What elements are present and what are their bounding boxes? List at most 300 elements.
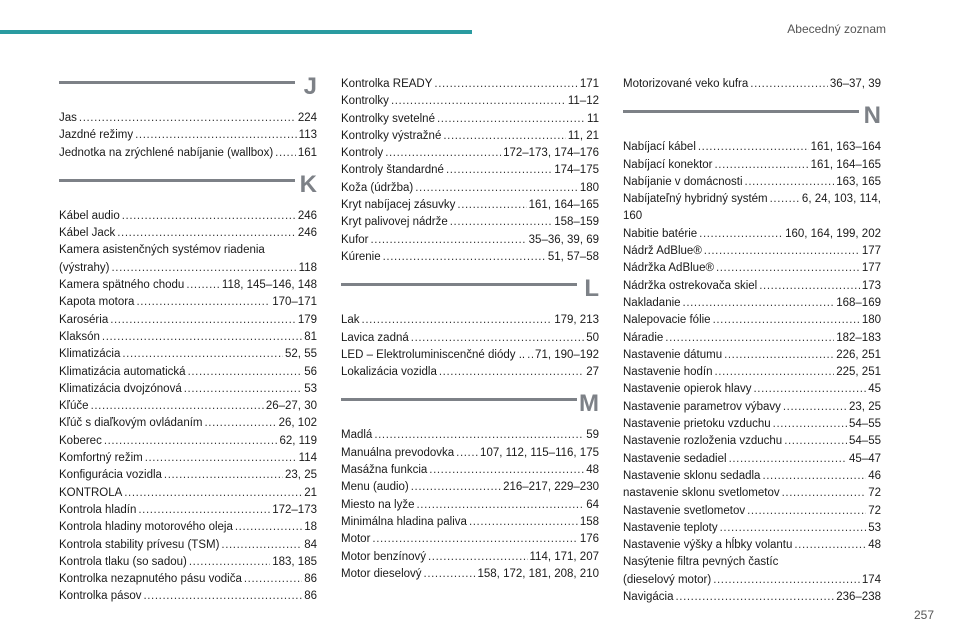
index-entry-pages: 113: [298, 129, 317, 142]
section-header: [341, 390, 599, 423]
leader-dots: [189, 554, 270, 571]
leader-dots: [720, 520, 867, 537]
index-entry: [59, 519, 317, 536]
index-entry-pages: 182–183: [836, 331, 881, 344]
index-entry-name: Klaksón: [59, 330, 100, 343]
leader-dots: [745, 174, 835, 191]
leader-dots: [184, 381, 302, 398]
index-entry-name: Nastavenie sklonu sedadla: [623, 469, 761, 482]
index-entry-pages: 246: [297, 227, 317, 240]
index-entry-pages: 51, 57–58: [547, 250, 599, 263]
index-entry-pages: 84: [304, 538, 317, 551]
leader-dots: [244, 571, 302, 588]
section-header: [59, 73, 317, 106]
index-entry-pages: 45: [868, 383, 881, 396]
index-entry: [341, 93, 599, 110]
leader-dots: [275, 145, 296, 162]
index-entry: [623, 295, 881, 312]
index-entry-name: Nasýtenie filtra pevných častíc: [623, 556, 779, 569]
index-entry-name: Minimálna hladina paliva: [341, 515, 467, 528]
index-entry: [341, 128, 599, 145]
section-header: [341, 275, 599, 308]
leader-dots: [457, 197, 526, 214]
index-entry: [623, 416, 881, 433]
leader-dots: [117, 225, 296, 242]
index-entry: [623, 537, 881, 554]
index-entry-name: nastavenie sklonu svetlometov: [623, 487, 780, 500]
index-entry-name: Madlá: [341, 429, 373, 442]
leader-dots: [91, 398, 264, 415]
index-entry: [623, 226, 881, 243]
index-entry-name: Menu (audio): [341, 481, 409, 494]
index-entry-name: Kufor: [341, 233, 369, 246]
index-entry-pages: 59: [586, 429, 599, 442]
index-entry-name: Kľúč s diaľkovým ovládaním: [59, 417, 203, 430]
leader-dots: [456, 445, 478, 462]
leader-dots: [784, 433, 847, 450]
index-entry-name: Jazdné režimy: [59, 129, 134, 142]
index-entry-pages: 174–175: [554, 164, 599, 177]
index-entry-pages: 26–27, 30: [265, 400, 317, 413]
index-entry-pages: 225, 251: [836, 366, 881, 379]
leader-dots: [715, 157, 809, 174]
index-entry-name: Kryt palivovej nádrže: [341, 216, 448, 229]
index-entry-name: Nádržka ostrekovača skiel: [623, 279, 758, 292]
leader-dots: [374, 427, 584, 444]
index-entry-name: Kontrola tlaku (so sadou): [59, 555, 187, 568]
index-entry-name: Nádržka AdBlue®: [623, 262, 714, 275]
index-entry: [59, 208, 317, 225]
index-entry: [623, 503, 881, 520]
index-entry-pages: 71, 190–192: [535, 348, 599, 361]
index-entry: [623, 485, 881, 502]
leader-dots: [443, 128, 566, 145]
index-entry: [59, 450, 317, 467]
index-entry-name: Kryt nabíjacej zásuvky: [341, 199, 456, 212]
section-header: [623, 102, 881, 135]
index-entry: [341, 364, 599, 381]
leader-dots: [235, 519, 302, 536]
index-entry-pages: 172–173: [272, 503, 317, 516]
index-entry-name: Konfigurácia vozidla: [59, 469, 162, 482]
index-entry-name: Kontrola hladiny motorového oleja: [59, 521, 233, 534]
index-entry-name: Koberec: [59, 434, 102, 447]
leader-dots: [391, 93, 566, 110]
index-entry: [59, 364, 317, 381]
index-entry: [623, 312, 881, 329]
leader-dots: [715, 364, 835, 381]
index-entry: [59, 260, 317, 277]
index-entry-pages: 53: [868, 521, 881, 534]
leader-dots: [783, 399, 847, 416]
index-entry-pages: 224: [297, 112, 317, 124]
index-entry: [341, 76, 599, 93]
index-entry-pages: 180: [861, 314, 881, 327]
index-entry-name: Kontrolka READY: [341, 78, 433, 90]
index-entry: [59, 415, 317, 432]
leader-dots: [205, 415, 277, 432]
leader-dots: [164, 467, 283, 484]
leader-dots: [794, 537, 866, 554]
index-entry-pages: 81: [304, 330, 317, 343]
index-entry-name: Kontrolky: [341, 95, 389, 108]
index-entry: [59, 277, 317, 294]
index-entry: [59, 554, 317, 571]
index-entry-pages: 72: [868, 504, 881, 517]
index-entry: [59, 312, 317, 329]
index-entry: [59, 537, 317, 554]
index-entry: [341, 462, 599, 479]
index-entry: [623, 243, 881, 260]
index-entry: [59, 346, 317, 363]
page-header-title: Abecedný zoznam: [787, 22, 886, 36]
leader-dots: [446, 162, 552, 179]
leader-dots: [713, 572, 860, 589]
index-entry: [341, 347, 599, 364]
index-entry: [341, 531, 599, 548]
index-entry: [623, 76, 881, 93]
index-entry: [59, 467, 317, 484]
index-entry-pages: 48: [586, 464, 599, 477]
index-entry-name: Nabíjateľný hybridný systém: [623, 193, 768, 206]
index-entry-name: Kontrolka pásov: [59, 590, 142, 603]
leader-dots: [135, 127, 297, 144]
index-entry: [623, 157, 881, 174]
leader-dots: [124, 485, 302, 502]
leader-dots: [415, 180, 578, 197]
index-entry-name: LED – Elektroluminiscenčné diódy ..: [341, 348, 526, 361]
section-letter: N: [863, 102, 881, 130]
index-entry: [623, 451, 881, 468]
index-entry: [59, 571, 317, 588]
index-entry-name: Motor dieselový: [341, 567, 422, 580]
index-entry-pages: 170–171: [272, 296, 317, 309]
index-entry-pages: 54–55: [849, 435, 881, 448]
leader-dots: [724, 347, 834, 364]
index-entry: [59, 127, 317, 144]
leader-dots: [143, 588, 302, 605]
index-entry-continuation: (dieselový motor): [623, 573, 712, 586]
index-entry-name: Nabitie batérie: [623, 227, 698, 240]
index-entry-name: Lokalizácia vozidla: [341, 366, 437, 379]
index-entry: [623, 347, 881, 364]
leader-dots: [439, 364, 584, 381]
index-entry-name: Motor benzínový: [341, 550, 427, 563]
section-rule: [341, 283, 577, 286]
index-entry-name: Nastavenie rozloženia vzduchu: [623, 435, 783, 448]
leader-dots: [429, 462, 584, 479]
index-entry: [341, 111, 599, 128]
index-entry: [341, 549, 599, 566]
index-entry: [59, 294, 317, 311]
index-entry: [623, 278, 881, 295]
leader-dots: [411, 330, 584, 347]
index-entry-name: Karoséria: [59, 313, 109, 326]
index-entry-name: Nastavenie svetlometov: [623, 504, 746, 517]
index-entry-name: Klimatizácia: [59, 348, 121, 361]
section-letter: M: [579, 390, 599, 418]
index-entry-pages: 158, 172, 181, 208, 210: [477, 567, 599, 580]
index-entry-pages: 107, 112, 115–116, 175: [480, 446, 599, 459]
index-entry-pages: 161, 163–164: [810, 141, 881, 154]
index-entry-pages: 23, 25: [285, 469, 317, 482]
index-entry: [59, 502, 317, 519]
leader-dots: [102, 329, 302, 346]
leader-dots: [79, 110, 296, 127]
index-entry-name: Kontrolky výstražné: [341, 129, 442, 142]
leader-dots: [188, 364, 303, 381]
index-entry-name: Nastavenie výšky a hĺbky volantu: [623, 539, 793, 552]
index-entry-pages: 21: [304, 486, 317, 499]
index-column-3: [623, 76, 881, 606]
index-entry: [341, 445, 599, 462]
leader-dots: [385, 145, 501, 162]
index-entry-pages: 18: [304, 521, 317, 534]
index-entry-pages: 168–169: [836, 296, 881, 309]
index-entry: [341, 162, 599, 179]
index-entry-pages: 23, 25: [849, 400, 881, 413]
section-header: [59, 170, 317, 204]
index-entry-pages: 36–37, 39: [829, 78, 881, 90]
index-entry-name: Manuálna prevodovka: [341, 446, 455, 459]
index-entry-pages: 171: [579, 78, 599, 90]
index-entry-name: Jas: [59, 112, 77, 124]
header-accent-bar: [0, 30, 472, 34]
index-entry-pages: 35–36, 39, 69: [528, 233, 599, 246]
index-entry: [59, 381, 317, 398]
index-entry-pages: 45–47: [849, 452, 881, 465]
index-entry-name: Nastavenie teploty: [623, 521, 718, 534]
leader-dots: [383, 249, 546, 266]
leader-dots: [716, 260, 860, 277]
index-entry: [341, 479, 599, 496]
index-entry-pages: 161, 164–165: [810, 158, 881, 171]
index-entry-name: KONTROLA: [59, 486, 123, 499]
index-entry-pages: 180: [579, 181, 599, 194]
index-entry-name: Kamera spätného chodu: [59, 279, 185, 292]
index-entry-pages: 163, 165: [836, 175, 881, 188]
index-entry-name: Kúrenie: [341, 250, 381, 263]
index-entry-name: Motorizované veko kufra: [623, 78, 749, 90]
index-entry-pages: 48: [868, 539, 881, 552]
leader-dots: [136, 294, 270, 311]
leader-dots: [437, 111, 585, 128]
index-entry-pages: 72: [868, 487, 881, 500]
index-entry-pages: 246: [297, 209, 317, 222]
index-entry-name: Navigácia: [623, 591, 674, 604]
index-column-2: [341, 76, 599, 583]
index-entry: [59, 433, 317, 450]
index-entry: [341, 312, 599, 329]
leader-dots: [138, 502, 270, 519]
index-entry-continuation: (výstrahy): [59, 261, 110, 274]
index-entry-pages: 158: [579, 515, 599, 528]
index-entry-name: Nabíjací kábel: [623, 141, 696, 154]
section-rule: [59, 179, 295, 182]
index-entry: [623, 381, 881, 398]
index-entry: [341, 330, 599, 347]
leader-dots: [186, 277, 220, 294]
index-entry-pages-continuation: 160: [623, 210, 643, 223]
leader-dots: [110, 312, 296, 329]
index-entry-name: Nabíjací konektor: [623, 158, 713, 171]
index-entry-pages: 161, 164–165: [528, 199, 599, 212]
leader-dots: [111, 260, 296, 277]
leader-dots: [104, 433, 278, 450]
index-entry: [59, 225, 317, 242]
index-entry: [59, 110, 317, 127]
index-entry-pages: 11: [587, 112, 599, 125]
index-column-1: [59, 73, 317, 606]
index-entry: [623, 468, 881, 485]
leader-dots: [747, 503, 866, 520]
index-entry-pages: 26, 102: [278, 417, 317, 430]
index-entry-name: Nalepovacie fólie: [623, 314, 711, 327]
index-entry-pages: 52, 55: [285, 348, 317, 361]
index-entry-pages: 158–159: [554, 216, 599, 229]
leader-dots: [713, 312, 860, 329]
leader-dots: [417, 497, 585, 514]
index-entry-pages: 50: [586, 331, 599, 344]
index-entry-name: Nastavenie sedadiel: [623, 452, 727, 465]
index-entry: [341, 145, 599, 162]
index-entry: [341, 514, 599, 531]
index-entry-pages: 183, 185: [272, 555, 317, 568]
index-entry-pages: 179, 213: [554, 314, 599, 327]
index-entry: [341, 566, 599, 583]
index-entry-name: Miesto na lyže: [341, 498, 415, 511]
section-letter: K: [299, 170, 317, 198]
leader-dots: [683, 295, 835, 312]
leader-dots: [122, 346, 283, 363]
index-entry-name: Nádrž AdBlue®: [623, 245, 702, 258]
leader-dots: [434, 76, 577, 93]
index-entry-pages: 53: [304, 382, 317, 395]
index-entry-pages: 177: [861, 245, 881, 258]
index-entry-pages: 11, 21: [567, 129, 599, 142]
index-entry: [341, 249, 599, 266]
leader-dots: [759, 278, 860, 295]
index-entry-name: Kábel audio: [59, 209, 120, 222]
index-entry: [623, 572, 881, 589]
index-entry-pages: 118, 145–146, 148: [221, 279, 317, 292]
index-entry-pages: 172–173, 174–176: [503, 147, 599, 160]
index-entry: [623, 399, 881, 416]
index-entry-pages: 64: [586, 498, 599, 511]
index-entry: [341, 232, 599, 249]
index-entry-pages: 6, 24, 103, 114,: [801, 193, 881, 206]
index-entry-pages: 27: [586, 366, 599, 379]
index-entry-pages: 226, 251: [836, 348, 881, 361]
index-entry: [623, 139, 881, 156]
index-entry-name: Náradie: [623, 331, 664, 344]
index-entry: [59, 485, 317, 502]
index-entry-pages: 62, 119: [279, 434, 317, 447]
index-entry-pages: 54–55: [849, 418, 881, 431]
index-entry-name: Nastavenie opierok hlavy: [623, 383, 752, 396]
index-entry-name: Kontrola stability prívesu (TSM): [59, 538, 220, 551]
index-entry: [623, 330, 881, 347]
section-rule: [59, 81, 295, 84]
leader-dots: [750, 76, 828, 93]
index-entry-name: Komfortný režim: [59, 452, 143, 465]
index-entry-pages: 177: [861, 262, 881, 275]
leader-dots: [362, 312, 553, 329]
leader-dots: [122, 208, 296, 225]
index-entry-pages: 114: [298, 452, 317, 465]
index-entry: [341, 197, 599, 214]
index-entry: [59, 398, 317, 415]
index-entry: [341, 180, 599, 197]
index-entry-pages: 160, 164, 199, 202: [785, 227, 881, 240]
index-entry: [623, 364, 881, 381]
page-number: 257: [913, 608, 934, 622]
index-entry-name: Kontrolka nezapnutého pásu vodiča: [59, 573, 242, 586]
index-entry-pages: 46: [868, 469, 881, 482]
index-entry: [623, 191, 881, 208]
index-entry-name: Kontroly: [341, 147, 384, 160]
index-entry-name: Nastavenie prietoku vzduchu: [623, 418, 771, 431]
leader-dots: [665, 330, 834, 347]
leader-dots: [428, 549, 527, 566]
index-entry-name: Nastavenie hodín: [623, 366, 713, 379]
index-entry-pages: 216–217, 229–230: [503, 481, 599, 494]
index-entry: [59, 145, 317, 162]
index-entry: [341, 497, 599, 514]
index-entry-pages: 236–238: [836, 591, 881, 604]
index-entry: [341, 214, 599, 231]
index-entry-name: Nastavenie parametrov výbavy: [623, 400, 781, 413]
index-entry-name: Lak: [341, 314, 360, 327]
section-letter: L: [584, 275, 599, 303]
leader-dots: [762, 468, 866, 485]
index-entry-name: Motor: [341, 533, 371, 546]
leader-dots: [424, 566, 476, 583]
index-entry-pages: 86: [304, 590, 317, 603]
index-entry-pages: 118: [298, 261, 317, 274]
index-entry-name: Kľúče: [59, 400, 89, 413]
index-entry-name: Kontroly štandardné: [341, 164, 444, 177]
index-entry-name: Klimatizácia dvojzónová: [59, 382, 182, 395]
index-entry-name: Masážna funkcia: [341, 464, 428, 477]
leader-dots: [469, 514, 578, 531]
index-entry-name: Kontrola hladín: [59, 503, 137, 516]
leader-dots: [221, 537, 302, 554]
section-letter: J: [303, 73, 317, 100]
index-entry-name: Jednotka na zrýchlené nabíjanie (wallbox): [59, 146, 274, 159]
index-entry: [623, 520, 881, 537]
section-rule: [623, 110, 859, 113]
index-entry: [623, 433, 881, 450]
leader-dots: [698, 139, 809, 156]
leader-dots: [729, 451, 847, 468]
index-entry-pages: 173: [861, 279, 881, 292]
index-entry: [623, 174, 881, 191]
index-entry-name: Lavica zadná: [341, 331, 409, 344]
section-rule: [341, 398, 577, 401]
index-entry-pages: 179: [297, 313, 317, 326]
index-entry: [59, 588, 317, 605]
leader-dots: [699, 226, 783, 243]
leader-dots: [773, 416, 847, 433]
index-entry-pages: 56: [304, 365, 317, 378]
index-entry-name: Kábel Jack: [59, 227, 116, 240]
index-entry-pages: 161: [297, 146, 317, 159]
index-entry-pages: 176: [579, 533, 599, 546]
leader-dots: [450, 214, 552, 231]
index-entry: [623, 260, 881, 277]
index-entry-name: Nabíjanie v domácnosti: [623, 175, 743, 188]
